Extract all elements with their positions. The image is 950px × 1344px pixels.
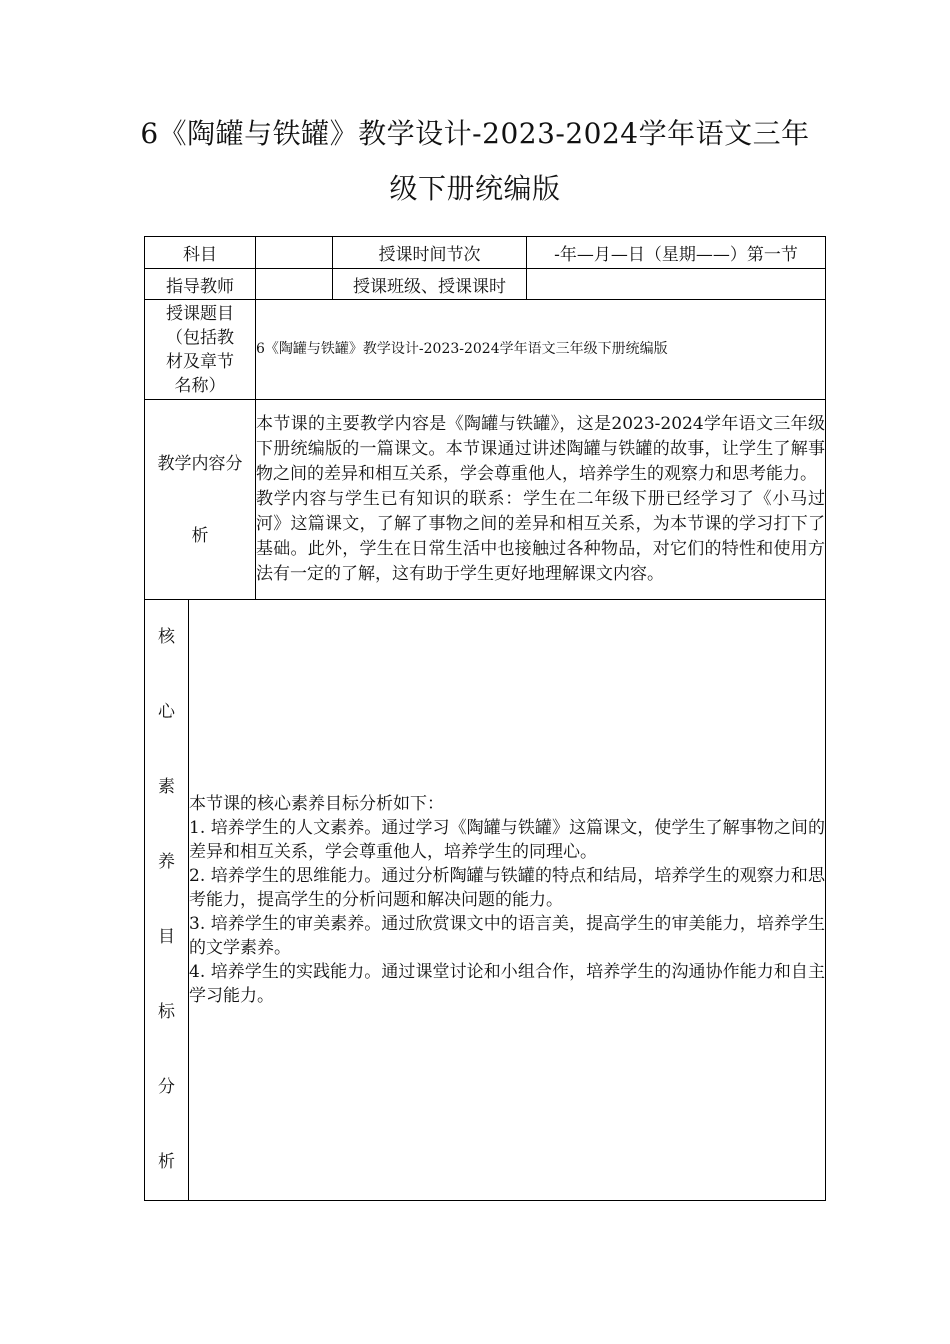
teacher-value (256, 269, 333, 300)
core-item: 3. 培养学生的审美素养。通过欣赏课文中的语言美，提高学生的审美能力，培养学生的文学素养。 (189, 914, 825, 958)
table-row-subject (145, 237, 826, 269)
document-title-line-1: 6《陶罐与铁罐》教学设计-2023-2024学年语文三年 (140, 117, 810, 150)
core-competency-text (189, 600, 826, 1201)
time-value: -年—月—日（星期——）第一节 (527, 237, 826, 269)
content-paragraph: 教学内容与学生已有知识的联系：学生在二年级下册已经学习了《小马过河》这篇课文，了解了事物之间的差异和相互关系，为本节课的学习打下了基础。此外，学生在日常生活中也接触过各种物品，对它们的特性和使用方法有一定的了解，这有助于学生更好地理解课文内容。 (256, 489, 825, 584)
content-analysis-label-top: 教学内容分 (157, 453, 243, 474)
core-item: 1. 培养学生的人文素养。通过学习《陶罐与铁罐》这篇课文，使学生了解事物之间的差异和相互关系，学会尊重他人，培养学生的同理心。 (189, 818, 825, 862)
core-label-char: 素 (158, 777, 175, 797)
core-label-char: 核 (158, 627, 175, 647)
table-row-content-analysis (145, 400, 826, 600)
subject-label: 科目 (145, 237, 256, 269)
table-row-core-competency (145, 600, 826, 1201)
document-title (100, 106, 850, 216)
teacher-label: 指导教师 (145, 269, 256, 300)
core-competency-label (145, 600, 189, 1201)
table-row-teacher (145, 269, 826, 300)
subject-value (256, 237, 333, 269)
content-analysis-label (145, 400, 256, 600)
content-paragraph: 本节课的主要教学内容是《陶罐与铁罐》，这是2023-2024学年语文三年级下册统编版的一篇课文。本节课通过讲述陶罐与铁罐的故事，让学生了解事物之间的差异和相互关系，学会尊重他人，培养学生的观察力和思考能力。 (256, 414, 825, 484)
table-row-topic (145, 300, 826, 400)
topic-value: 6《陶罐与铁罐》教学设计-2023-2024学年语文三年级下册统编版 (256, 300, 826, 400)
core-intro: 本节课的核心素养目标分析如下： (189, 794, 444, 814)
core-label-char: 标 (158, 1002, 175, 1022)
content-analysis-text (256, 400, 826, 600)
core-label-char: 养 (158, 852, 175, 872)
lesson-plan-table (144, 236, 826, 1201)
core-item: 4. 培养学生的实践能力。通过课堂讨论和小组合作，培养学生的沟通协作能力和自主学习能力。 (189, 962, 825, 1006)
core-label-char: 心 (158, 702, 175, 722)
core-item: 2. 培养学生的思维能力。通过分析陶罐与铁罐的特点和结局，培养学生的观察力和思考能力，提高学生的分析问题和解决问题的能力。 (189, 866, 825, 910)
core-label-char: 分 (158, 1077, 175, 1097)
time-label: 授课时间节次 (333, 237, 527, 269)
core-label-char: 析 (158, 1152, 175, 1172)
class-label: 授课班级、授课课时 (333, 269, 527, 300)
document-title-line-2: 级下册统编版 (389, 172, 561, 205)
class-value (527, 269, 826, 300)
content-analysis-label-bottom: 析 (191, 525, 209, 546)
core-label-char: 目 (158, 927, 175, 947)
topic-label: 授课题目（包括教材及章节名称） (145, 300, 256, 400)
